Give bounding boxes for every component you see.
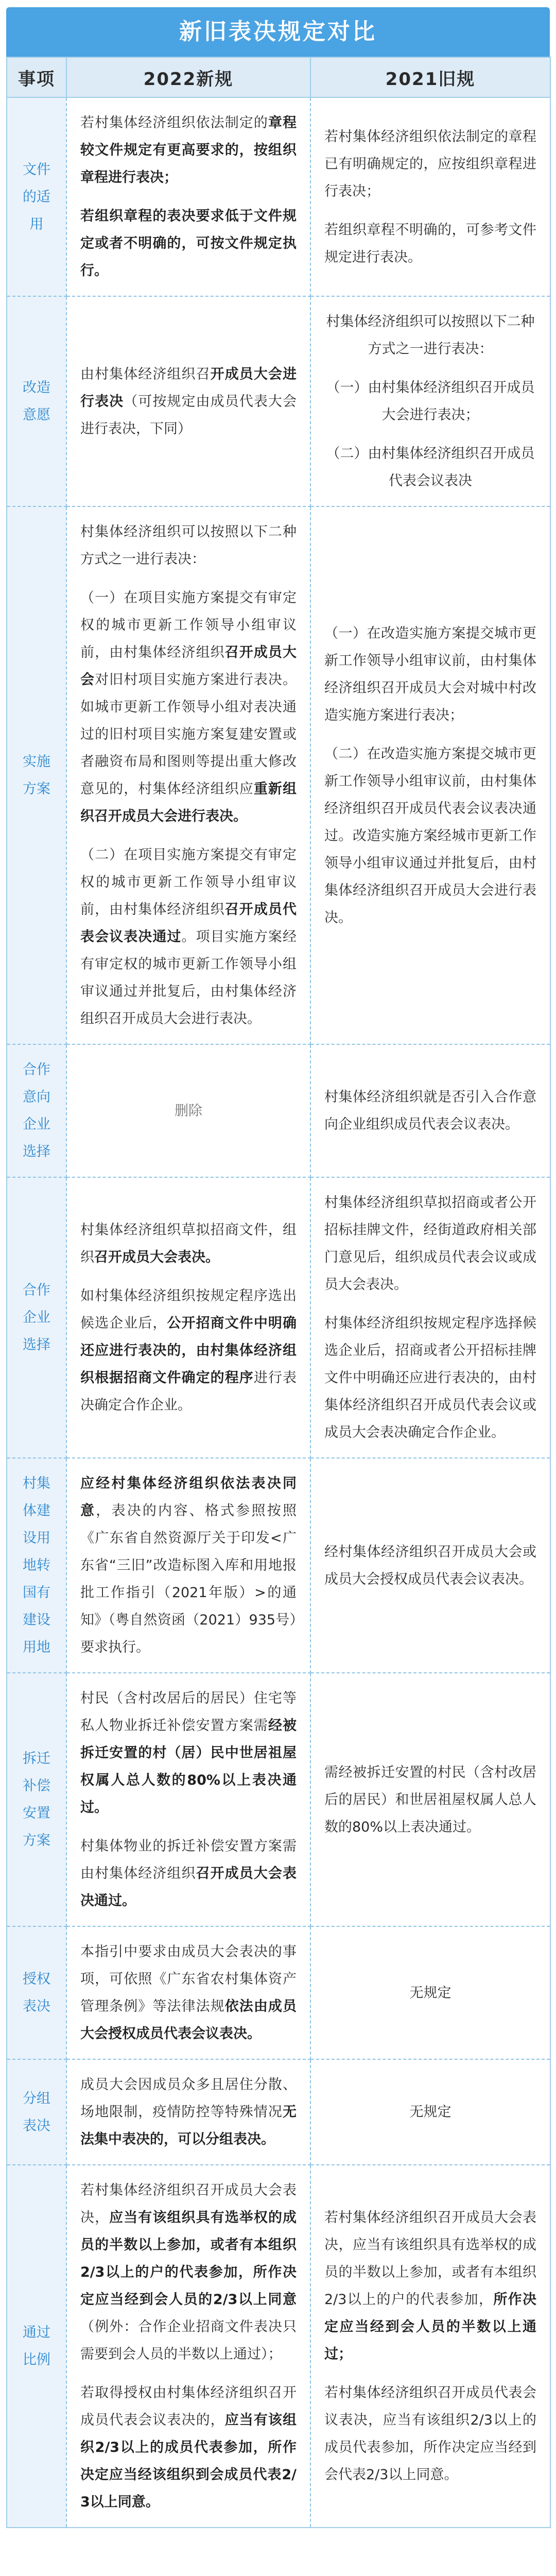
- new-rule-paragraph: [80, 1097, 297, 1125]
- body-text: （二）在改造实施方案提交城市更新工作领导小组审议前，由村集体经济组织召开成员代表会议表决通过。改造实施方案经城市更新工作领导小组审议通过并批复后，由村集体经济组织召开成员大会进行表决。: [324, 745, 536, 926]
- row-topic: 合作企业选择: [7, 1177, 66, 1458]
- new-rule-paragraph: [80, 1685, 297, 1821]
- new-rule-paragraph: [80, 2379, 297, 2516]
- body-text: 若村集体经济组织召开成员大会表决，应当有该组织具有选举权的成员的半数以上参加，或者有本组织2/3以上的户的代表参加，: [324, 2210, 536, 2308]
- body-text: 。项目实施方案经有审定权的城市更新工作领导小组审议通过并批复后，由村集体经济组织召开成员大会进行表决。: [80, 929, 297, 1027]
- new-rule-cell: [66, 1926, 310, 2059]
- table-row: [7, 506, 550, 1044]
- body-text: 村集体经济组织草拟招商或者公开招标挂牌文件，经街道政府相关部门意见后，组织成员代表会议或成员大会表决。: [324, 1195, 536, 1293]
- new-rule-paragraph: [80, 2177, 297, 2368]
- body-text: （二）在项目实施方案提交有审定权的城市更新工作领导小组审议前，由村集体经济组织: [80, 847, 297, 918]
- table-row: [7, 1926, 550, 2059]
- emphasis-text: 应当有该组织2/3以上的成员代表参加，所作决定应当经该组织到会成员代表2/3以上同意。: [80, 2412, 297, 2510]
- body-text: 经村集体经济组织召开成员大会或成员大会授权成员代表会议表决。: [324, 1544, 536, 1587]
- emphasis-text: 召开成员大会表决。: [94, 1249, 219, 1265]
- old-rule-cell: [310, 1044, 550, 1177]
- body-text: （一）由村集体经济组织召开成员大会进行表决；: [326, 380, 535, 423]
- new-rule-paragraph: [80, 1833, 297, 1914]
- old-rule-paragraph: [324, 308, 536, 363]
- new-rule-paragraph: [80, 1216, 297, 1271]
- table-row: [7, 296, 550, 506]
- old-rule-paragraph: [324, 1310, 536, 1446]
- table-row: [7, 2059, 550, 2165]
- table-header-row: [7, 57, 550, 97]
- old-rule-paragraph: [324, 1759, 536, 1841]
- table-body: [7, 97, 550, 2528]
- body-text: 需经被拆迁安置的村民（含村改居后的居民）和世居祖屋权属人总人数的80%以上表决通过。: [324, 1764, 536, 1835]
- old-rule-paragraph: [324, 374, 536, 429]
- body-text: 村集体经济组织草拟招商文件，组织: [80, 1222, 297, 1265]
- new-rule-paragraph: [80, 584, 297, 830]
- row-topic: 文件的适用: [7, 97, 66, 296]
- table-row: [7, 2165, 550, 2528]
- table-row: [7, 1177, 550, 1458]
- new-rule-paragraph: [80, 361, 297, 443]
- new-rule-cell: [66, 2165, 310, 2528]
- old-rule-paragraph: [324, 123, 536, 205]
- new-rule-cell: [66, 97, 310, 296]
- emphasis-text: 若组织章程的表决要求低于文件规定或者不明确的，可按文件规定执行。: [80, 208, 297, 279]
- body-text: 村集体物业的拆迁补偿安置方案需由村集体经济组织: [80, 1838, 297, 1882]
- body-text: （例外：合作企业招商文件表决只需要到会人员的半数以上通过）；: [80, 2319, 297, 2362]
- old-rule-paragraph: [324, 1979, 536, 2007]
- header-new-rule: 2022新规: [66, 57, 310, 97]
- body-text: （可按规定由成员代表大会进行表决，下同）: [80, 393, 297, 437]
- table-row: [7, 1458, 550, 1673]
- body-text: （一）在改造实施方案提交城市更新工作领导小组审议前，由村集体经济组织召开成员大会对城中村改造实施方案进行表决；: [324, 625, 536, 723]
- table-row: [7, 1673, 550, 1926]
- emphasis-text: 所作决定应当经到会人员的半数以上通过；: [324, 2292, 537, 2362]
- old-rule-paragraph: [324, 1538, 536, 1593]
- new-rule-cell: [66, 2059, 310, 2165]
- body-text: 若组织章程不明确的，可参考文件规定进行表决。: [324, 222, 536, 265]
- emphasis-text: 无法集中表决的，可以分组表决。: [80, 2104, 297, 2147]
- new-rule-paragraph: [80, 2071, 297, 2153]
- emphasis-text: 重新组织召开成员大会进行表决。: [80, 781, 297, 824]
- emphasis-text: 开成员大会进行表决: [80, 366, 297, 410]
- body-text: 无规定: [409, 1985, 451, 2001]
- new-rule-paragraph: [80, 202, 297, 284]
- new-rule-cell: [66, 1458, 310, 1673]
- emphasis-text: 依法由成员大会授权成员代表会议表决。: [80, 1998, 297, 2042]
- body-text: 无规定: [409, 2104, 451, 2120]
- new-rule-cell: [66, 1044, 310, 1177]
- body-text: 若村集体经济组织召开成员代表会议表决，应当有该组织2/3以上的成员代表参加，所作决定应当经到会代表2/3以上同意。: [324, 2385, 536, 2483]
- table-row: [7, 1044, 550, 1177]
- old-rule-paragraph: [324, 1189, 536, 1298]
- old-rule-paragraph: [324, 740, 536, 931]
- body-text: 对旧村项目实施方案进行表决。如城市更新工作领导小组对表决通过的旧村项目实施方案复建安置或者融资布局和图则等提出重大修改意见的，村集体经济组织应: [80, 672, 297, 797]
- page-title: 新旧表决规定对比: [6, 7, 550, 57]
- body-text: 村集体经济组织就是否引入合作意向企业组织成员代表会议表决。: [324, 1089, 536, 1132]
- emphasis-text: 召开成员大会表决通过。: [80, 1866, 297, 1909]
- old-rule-cell: [310, 296, 550, 506]
- new-rule-paragraph: [80, 518, 297, 573]
- new-rule-paragraph: [80, 109, 297, 191]
- old-rule-paragraph: [324, 1083, 536, 1138]
- body-text: 进行表决确定合作企业。: [80, 1370, 297, 1413]
- emphasis-text: 召开成员代表会议表决通过: [80, 902, 297, 945]
- emphasis-text: 召开成员大会: [80, 645, 297, 688]
- row-topic: 村集体建设用地转国有建设用地: [7, 1458, 66, 1673]
- new-rule-paragraph: [80, 1938, 297, 2047]
- body-text: 村集体经济组织可以按照以下二种方式之一进行表决：: [80, 524, 297, 567]
- old-rule-cell: [310, 2165, 550, 2528]
- old-rule-paragraph: [324, 440, 536, 495]
- body-text: （一）在项目实施方案提交有审定权的城市更新工作领导小组审议前，由村集体经济组织: [80, 590, 297, 660]
- row-topic: 实施方案: [7, 506, 66, 1044]
- new-rule-cell: [66, 1673, 310, 1926]
- row-topic: 通过比例: [7, 2165, 66, 2528]
- body-text: 如村集体经济组织按规定程序选出候选企业后，: [80, 1288, 297, 1331]
- new-rule-cell: [66, 506, 310, 1044]
- body-text: 本指引中要求由成员大会表决的事项，可依照《广东省农村集体资产管理条例》等法律法规: [80, 1944, 297, 2014]
- emphasis-text: 经被拆迁安置的村（居）民中世居祖屋权属人总人数的80%以上表决通过。: [80, 1718, 297, 1816]
- body-text: 若取得授权由村集体经济组织召开成员代表会议表决的，: [80, 2385, 297, 2428]
- new-rule-paragraph: [80, 1282, 297, 1419]
- row-topic: 分组表决: [7, 2059, 66, 2165]
- header-topic: 事项: [7, 57, 66, 97]
- old-rule-paragraph: [324, 2379, 536, 2488]
- body-text: （二）由村集体经济组织召开成员代表会议表决: [326, 446, 535, 489]
- body-text: 若村集体经济组织召开成员大会表决，: [80, 2182, 297, 2226]
- row-topic: 授权表决: [7, 1926, 66, 2059]
- old-rule-cell: [310, 1673, 550, 1926]
- body-text: 删除: [175, 1103, 202, 1119]
- body-text: 若村集体经济组织依法制定的章程已有明确规定的，应按组织章程进行表决；: [324, 128, 536, 199]
- table-row: [7, 97, 550, 296]
- body-text: 村集体经济组织可以按照以下二种方式之一进行表决：: [326, 314, 535, 357]
- body-text: 由村集体经济组织召: [80, 366, 211, 382]
- emphasis-text: 章程较文件规定有更高要求的，按组织章程进行表决；: [80, 115, 297, 185]
- body-text: ，表决的内容、格式参照按照《广东省自然资源厅关于印发<广东省“三旧”改造标图入库和用地报批工作指引（2021年版）>的通知》（粤自然资函（2021）935号）要求执行。: [80, 1503, 297, 1655]
- new-rule-cell: [66, 296, 310, 506]
- old-rule-cell: [310, 1177, 550, 1458]
- old-rule-paragraph: [324, 2098, 536, 2126]
- new-rule-cell: [66, 1177, 310, 1458]
- old-rule-paragraph: [324, 620, 536, 729]
- body-text: 若村集体经济组织依法制定的: [80, 115, 268, 131]
- old-rule-paragraph: [324, 216, 536, 271]
- emphasis-text: 公开招商文件中明确还应进行表决的，由村集体经济组织根据招商文件确定的程序: [80, 1315, 297, 1386]
- old-rule-paragraph: [324, 2204, 536, 2368]
- old-rule-cell: [310, 1458, 550, 1673]
- old-rule-cell: [310, 1926, 550, 2059]
- emphasis-text: 应经村集体经济组织依法表决同意: [80, 1476, 297, 1519]
- body-text: 村民（含村改居后的居民）住宅等私人物业拆迁补偿安置方案需: [80, 1690, 297, 1734]
- row-topic: 改造意愿: [7, 296, 66, 506]
- header-old-rule: 2021旧规: [310, 57, 550, 97]
- emphasis-text: 应当有该组织具有选举权的成员的半数以上参加，或者有本组织2/3以上的户的代表参加，所作决定应当经到会人员的2/3以上同意: [80, 2210, 297, 2308]
- old-rule-cell: [310, 2059, 550, 2165]
- old-rule-cell: [310, 506, 550, 1044]
- new-rule-paragraph: [80, 841, 297, 1032]
- body-text: 村集体经济组织按规定程序选择候选企业后，招商或者公开招标挂牌文件中明确还应进行表决的，由村集体经济组织召开成员代表会议或成员大会表决确定合作企业。: [324, 1315, 536, 1440]
- comparison-table: [6, 57, 551, 2528]
- body-text: 成员大会因成员众多且居住分散、场地限制，疫情防控等特殊情况: [80, 2077, 297, 2120]
- old-rule-cell: [310, 97, 550, 296]
- row-topic: 拆迁补偿安置方案: [7, 1673, 66, 1926]
- row-topic: 合作意向企业选择: [7, 1044, 66, 1177]
- new-rule-paragraph: [80, 1470, 297, 1661]
